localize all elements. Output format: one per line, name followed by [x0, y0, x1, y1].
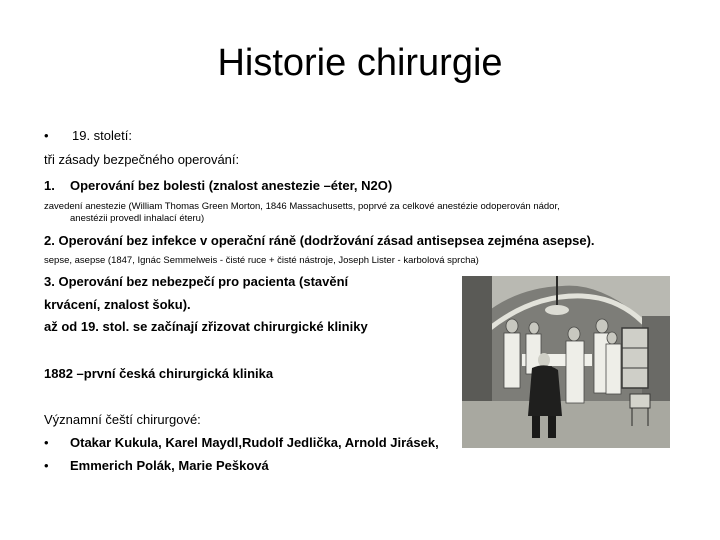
principle-1-note-b: anestézii provedl inhalací éteru): [70, 213, 205, 224]
surgeons-list-1: Otakar Kukula, Karel Maydl,Rudolf Jedlička, Arnold Jirásek,: [70, 435, 439, 450]
principle-1-number: 1.: [44, 178, 55, 193]
principle-2: 2. Operování bez infekce v operační ráně (dodržování zásad antisepsea zejména asepse).: [44, 233, 595, 248]
bullet-icon: •: [44, 128, 49, 143]
principle-2-note: sepse, asepse (1847, Ignác Semmelweis - čisté ruce + čisté nástroje, Joseph Lister - karbolová sprcha): [44, 255, 479, 266]
century-line: 19. století:: [72, 128, 132, 143]
first-clinic-line: 1882 –první česká chirurgická klinika: [44, 366, 274, 381]
slide-title: Historie chirurgie: [217, 42, 503, 84]
operating-room-photo: [462, 276, 670, 448]
principle-1-note-a: zavedení anestezie (William Thomas Green Morton, 1846 Massachusetts, poprvé za celkové anestézie odoperován nádor,: [44, 201, 560, 212]
principle-1: Operování bez bolesti (znalost anestezie –éter, N2O): [70, 178, 393, 193]
principle-3-line-b: krvácení, znalost šoku).: [44, 297, 191, 312]
operating-room-photo-drawing: [462, 276, 670, 448]
bullet-icon: •: [44, 435, 49, 450]
principles-line: tři zásady bezpečného operování:: [44, 152, 240, 167]
surgeons-heading: Významní čeští chirurgové:: [44, 412, 201, 427]
bullet-icon: •: [44, 458, 49, 473]
principle-3-line-a: 3. Operování bez nebezpečí pro pacienta (stavění: [44, 274, 349, 289]
clinics-line: až od 19. stol. se začínají zřizovat chirurgické kliniky: [44, 319, 368, 334]
surgeons-list-2: Emmerich Polák, Marie Pešková: [70, 458, 269, 473]
